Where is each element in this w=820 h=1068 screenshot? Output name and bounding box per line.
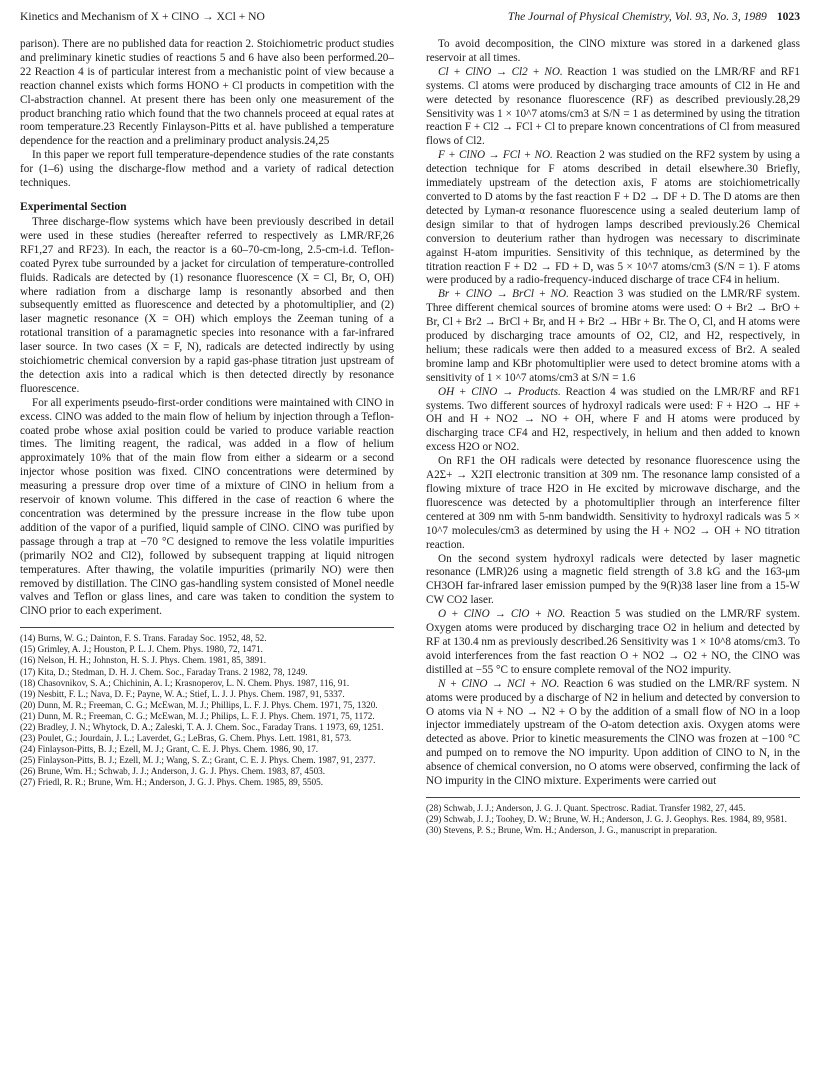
reaction-4-body: Reaction 4 was studied on the LMR/RF and RF1 systems. Two different sources of hydroxyl radicals were used: F + H2O → HF + OH and H + NO2 → NO + OH, where F and H atoms were produced by discharging trace CF4 and H2, respectively, in helium and then added to known excess H2O or NO2.: [426, 385, 800, 454]
paragraph-this-paper: In this paper we report full temperature-dependence studies of the rate constants for (1–6) using the discharge-flow method and a variety of radical detection techniques.: [20, 149, 394, 190]
reaction-2-body: Reaction 2 was studied on the RF2 system by using a detection technique for F atoms described in detail elsewhere.30 Briefly, immediately upstream of the detection axis, F atoms are stoichiometrically converted to D atoms by the fast reaction F + D2 → DF + D. The D atoms are then detected by Lyman-α resonance fluorescence using a sealed deuterium lamp of design similar to that of hydrogen lamps described previously.26 Chemical conversion to deuterium rather than hydrogen was necessary to discriminate against H-atom impurities. Sensitivity of this technique, as determined by the titration reaction F + D2 → FD + D, was 5 × 10^7 atoms/cm3 (S/N = 1). F atoms were produced by a radio-frequency-induced discharge of trace CF4 in helium.: [426, 149, 800, 287]
reaction-5-title: O + ClNO → ClO + NO.: [438, 608, 566, 621]
reference-item: (19) Nesbitt, F. L.; Nava, D. F.; Payne, W. A.; Stief, L. J. J. Phys. Chem. 1987, 91, 5337.: [20, 688, 345, 699]
left-column: [20, 38, 394, 836]
reference-item: (28) Schwab, J. J.; Anderson, J. G. J. Quant. Spectrosc. Radiat. Transfer 1982, 27, 445.: [426, 802, 746, 813]
reaction-1-body: Reaction 1 was studied on the LMR/RF and RF1 systems. Cl atoms were produced by discharging trace amounts of Cl2 in He and were detected by resonance fluorescence (RF) as described previously.28,29 Sensitivity was 1 × 10^7 atoms/cm3 at S/N = 1 as determined by using the titration reaction F + Cl2 → FCl + Cl to prepare known concentrations of Cl from measured flows of Cl2.: [426, 65, 800, 148]
reaction-3-body: Reaction 3 was studied on the LMR/RF system. Three different chemical sources of bromine atoms were used: O + Br2 → BrO + Br, Cl + Br2 → BrCl + Br, and H + Br2 → HBr + Br. The O, Cl, and H atoms were produced by discharging trace amounts of O2, Cl2, and H2, respectively, in helium; these radicals were then added to a measured excess of Br2. A sealed bromine lamp and KBr photomultiplier were used to detect bromine atoms with a sensitivity of 1 × 10^7 atoms/cm3 at S/N = 1.6: [426, 288, 800, 384]
reference-list: [20, 633, 394, 788]
reaction-5-body: Reaction 5 was studied on the LMR/RF system. Oxygen atoms were produced by discharging trace O2 in helium and detected by RF at 130.4 nm as previously described.26 Sensitivity was 1 × 10^8 atoms/cm3. To avoid interferences from the fast reaction O + NO2 → O2 + NO, the ClNO was distilled at −55 °C to ensure complete removal of the NO2 impurity.: [426, 608, 801, 676]
paragraph-storage: To avoid decomposition, the ClNO mixture was stored in a darkened glass reservoir at all times.: [426, 38, 800, 64]
paragraph-intro-continued: parison). There are no published data for reaction 2. Stoichiometric product studies and preliminary kinetic studies of reactions 5 and 6 have also been performed.20–22 Reaction 4 is of particular interest from a mechanistic point of view because a reaction channel exists which forms HONO + Cl products in competition with the Cl-abstraction channel. At present there has been only one measurement of the product branching ratio which found that the two channels proceed at equal rates at room temperature.23 Recently Finlayson-Pitts et al. have published a temperature dependence for the reaction and a preliminary product analysis.24,25: [20, 38, 394, 148]
footnote-divider: [20, 627, 394, 628]
paragraph-pseudo-first-order: For all experiments pseudo-first-order conditions were maintained with ClNO in excess. ClNO was added to the main flow of helium by injection through a Teflon-coated probe whose axial position could be varied to produce variable reaction times. The limiting reagent, the radical, was added in a flow of helium approximately 10% that of the main flow from either a sidearm or a second injector whose position was fixed. ClNO concentrations were determined by measuring a pressure drop over time of a mixture of ClNO in helium from a reservoir of known volume. This differed in the case of reaction 6 where the concentration was determined by the pressure increase in the flow tube upon addition of the vapor of a purified, liquid sample of ClNO. ClNO was purified by passage through a trap at −70 °C designed to remove the less volatile impurities (primarily NO2 and Cl2), followed by subsequent trapping at liquid nitrogen temperatures. After thawing, the volatile impurities (primarily NO) were then removed by distillation. The ClNO gas-handling system consisted of Monel needle valves and Teflon or glass lines, and care was taken to condition the system to ClNO prior to each experiment.: [20, 396, 394, 618]
paragraph-reaction-6: [426, 678, 800, 789]
reference-item: (21) Dunn, M. R.; Freeman, C. G.; McEwan, M. J.; Philips, L. F. J. Phys. Chem. 1971, 75, 1172.: [20, 710, 375, 721]
paragraph-rf1-detection: On RF1 the OH radicals were detected by resonance fluorescence using the A2Σ+ → X2Π electronic transition at 309 nm. The resonance lamp consisted of a flowing mixture of trace H2O in He excited by microwave discharge, and the fluorescence was detected by a photomultiplier through an interference filter centered at 309 nm with 5-nm bandwidth. Sensitivity to hydroxyl radicals was 5 × 10^7 molecules/cm3 as determined by using the H + NO2 → OH + NO titration reaction.: [426, 455, 800, 551]
page-number: 1023: [776, 10, 800, 23]
reference-list-right: [426, 803, 800, 836]
paragraph-reaction-4: [426, 386, 800, 456]
reaction-3-title: Br + ClNO → BrCl + NO.: [438, 288, 569, 301]
reference-item: (29) Schwab, J. J.; Toohey, D. W.; Brune, W. H.; Anderson, J. G. J. Geophys. Res. 1984, 89, 9581.: [426, 814, 787, 825]
journal-citation: The Journal of Physical Chemistry, Vol. 93, No. 3, 1989: [507, 10, 767, 23]
reference-item: (20) Dunn, M. R.; Freeman, C. G.; McEwan, M. J.; Phillips, L. F. J. Phys. Chem. 1971, 75, 1320.: [20, 699, 378, 710]
paragraph-lmr-detection: On the second system hydroxyl radicals were detected by laser magnetic resonance (LMR)26 using a magnetic field strength of 3.8 kG and the 163-μm CH3OH far-infrared laser emission pumped by the 9(R)38 laser line from a 15-W CW CO2 laser.: [426, 552, 800, 607]
reference-item: (14) Burns, W. G.; Dainton, F. S. Trans. Faraday Soc. 1952, 48, 52.: [20, 633, 267, 644]
paragraph-reaction-3: [426, 288, 800, 385]
paragraph-reaction-1: [426, 66, 800, 149]
reaction-2-title: F + ClNO → FCl + NO.: [438, 149, 553, 162]
running-title: Kinetics and Mechanism of X + ClNO → XCl + NO: [20, 10, 265, 23]
reaction-1-title: Cl + ClNO → Cl2 + NO.: [438, 65, 563, 78]
paragraph-reaction-5: [426, 608, 800, 678]
reference-item: (30) Stevens, P. S.; Brune, Wm. H.; Anderson, J. G., manuscript in preparation.: [426, 825, 717, 836]
reference-item: (25) Finlayson-Pitts, B. J.; Ezell, M. J.; Wang, S. Z.; Grant, C. E. J. Phys. Chem. 1987, 91, 2377.: [20, 755, 376, 766]
reference-item: (18) Chasovnikov, S. A.; Chichinin, A. I.; Krasnoperov, L. N. Chem. Phys. 1987, 116, 91.: [20, 677, 350, 688]
reference-item: (27) Friedl, R. R.; Brune, Wm. H.; Anderson, J. G. J. Phys. Chem. 1985, 89, 5505.: [20, 777, 324, 788]
reaction-4-title: OH + ClNO → Products.: [438, 385, 561, 398]
running-head: [20, 10, 800, 30]
right-column: [426, 38, 800, 836]
running-head-right: [508, 10, 800, 23]
reference-item: (17) Kita, D.; Stedman, D. H. J. Chem. Soc., Faraday Trans. 2 1982, 78, 1249.: [20, 666, 308, 677]
reaction-6-title: N + ClNO → NCl + NO.: [438, 677, 560, 690]
reference-item: (24) Finlayson-Pitts, B. J.; Ezell, M. J.; Grant, C. E. J. Phys. Chem. 1986, 90, 17.: [20, 744, 319, 755]
paragraph-reaction-2: [426, 149, 800, 288]
reference-item: (15) Grimley, A. J.; Houston, P. L. J. Chem. Phys. 1980, 72, 1471.: [20, 644, 263, 655]
paragraph-discharge-flow: Three discharge-flow systems which have been previously described in detail were used in these studies (hereafter referred to respectively as LMR/RF,26 RF1,27 and RF23). In each, the reactor is a 60–70-cm-long, 2.5-cm-i.d. Teflon-coated Pyrex tube surrounded by a jacket for circulation of temperature-controlled fluids. Radicals are detected by (1) resonance fluorescence (X = Cl, Br, O, OH) where radiation from a discharge lamp is resonantly absorbed and then subsequently emitted as fluorescence and detected by a photomultiplier, and (2) laser magnetic resonance (X = OH) which employs the Zeeman tuning of a rotational transition of a paramagnetic species into resonance with a far-infrared laser source. In two cases (X = F, N), radicals are detected indirectly by using stoichiometric chemical conversion by a rapid gas-phase titration just upstream of the detection axis into a radical which is then detected directly by resonance fluorescence.: [20, 215, 394, 395]
reference-item: (16) Nelson, H. H.; Johnston, H. S. J. Phys. Chem. 1981, 85, 3891.: [20, 655, 267, 666]
reaction-6-body: Reaction 6 was studied on the LMR/RF system. N atoms were produced by a discharge of N2 in helium and detected by conversion to O atoms via N + NO → N2 + O by the addition of a small flow of NO in a loop injector immediately upstream of the O-atom detection axis. Oxygen atoms were detected as above. Prior to kinetic measurements the ClNO was frozen at −100 °C and pumped on to remove the NO impurity. Upon addition of ClNO to N, in the absence of chemical conversion, no O atoms were observed, confirming the lack of NO impurity in the ClNO mixture. Experiments were carried out: [426, 677, 800, 788]
reference-item: (22) Bradley, J. N.; Whytock, D. A.; Zaleski, T. A. J. Chem. Soc., Faraday Trans. 1 1973, 69, 1251.: [20, 722, 384, 732]
reference-item: (23) Poulet, G.; Jourdain, J. L.; Laverdet, G.; LeBras, G. Chem. Phys. Lett. 1981, 81, 573.: [20, 733, 352, 744]
reference-item: (26) Brune, Wm. H.; Schwab, J. J.; Anderson, J. G. J. Phys. Chem. 1983, 87, 4503.: [20, 766, 326, 777]
footnote-divider-right: [426, 797, 800, 798]
two-column-body: [20, 38, 800, 836]
section-heading: Experimental Section: [20, 199, 127, 213]
